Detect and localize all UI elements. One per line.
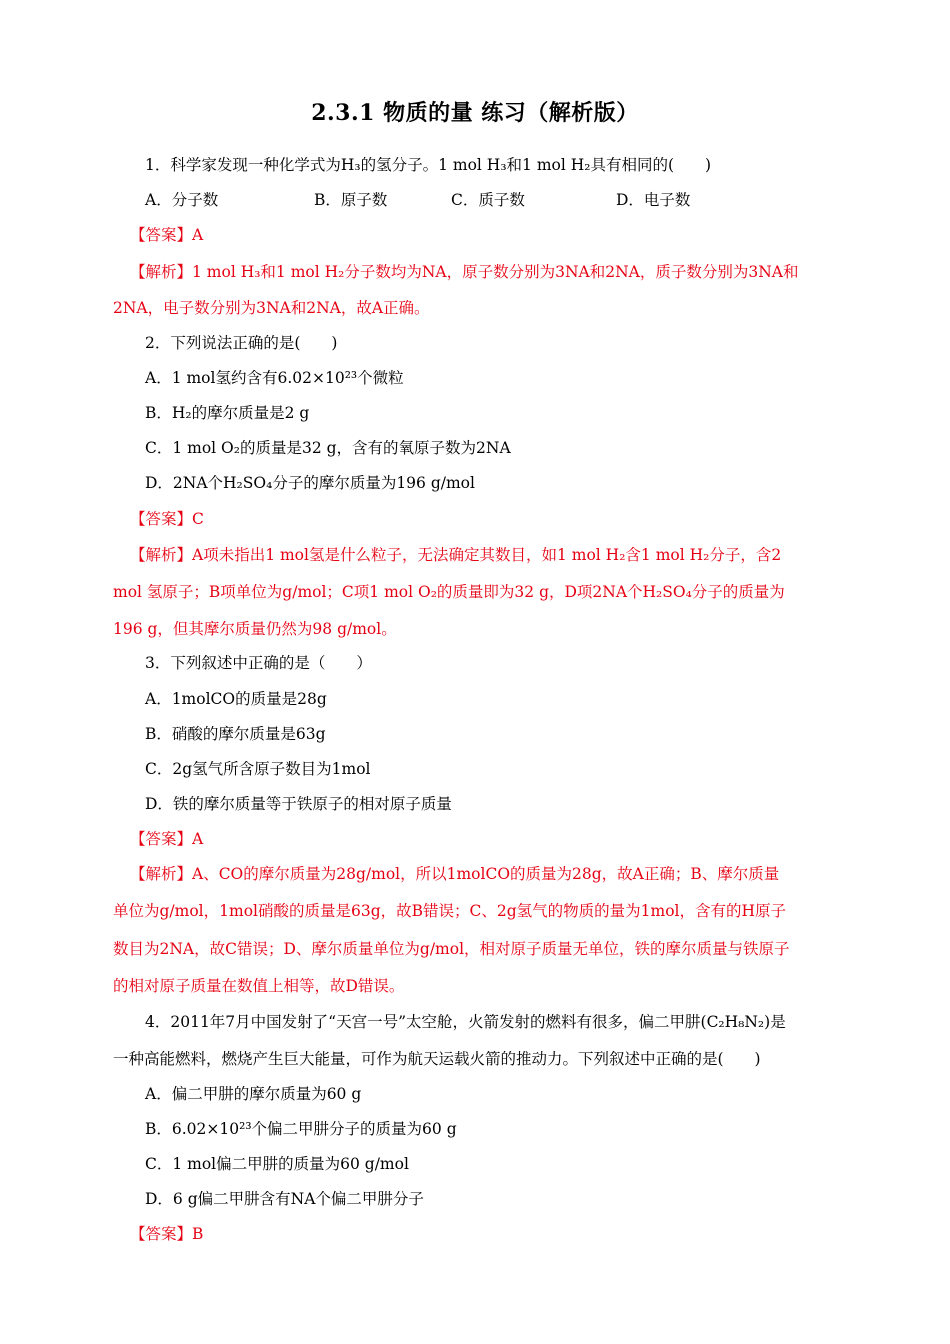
q4-stem: 4．2011年7月中国发射了“天宫一号”太空舱，火箭发射的燃料有很多，偏二甲肼(C₂H₈N₂)是	[145, 1013, 786, 1031]
q4-stem-cont: 一种高能燃料，燃烧产生巨大能量，可作为航天运载火箭的推动力。下列叙述中正确的是( )	[113, 1050, 761, 1068]
q1-analysis: 【解析】1 mol H₃和1 mol H₂分子数均为NA，原子数分别为3NA和2NA，质子数分别为3NA和	[130, 263, 799, 281]
q3-answer: 【答案】A	[130, 830, 204, 848]
q2-option-c: C．1 mol O₂的质量是32 g，含有的氧原子数为2NA	[145, 439, 511, 457]
q2-answer: 【答案】C	[130, 510, 204, 528]
q1-option-c: C．质子数	[451, 191, 525, 209]
q3-option-c: C．2g氢气所含原子数目为1mol	[145, 760, 371, 778]
q3-analysis-cont: 的相对原子质量在数值上相等，故D错误。	[113, 977, 405, 995]
q2-option-b: B．H₂的摩尔质量是2 g	[145, 404, 310, 422]
q3-option-d: D．铁的摩尔质量等于铁原子的相对原子质量	[145, 795, 452, 813]
q2-analysis-cont: 196 g，但其摩尔质量仍然为98 g/mol。	[113, 620, 397, 638]
q1-analysis-cont: 2NA，电子数分别为3NA和2NA，故A正确。	[113, 299, 430, 317]
q3-analysis-cont: 数目为2NA，故C错误；D、摩尔质量单位为g/mol，相对原子质量无单位，铁的摩尔质量与铁原子	[113, 940, 790, 958]
q3-stem: 3．下列叙述中正确的是（ ）	[145, 654, 372, 672]
q2-analysis-cont: mol 氢原子；B项单位为g/mol；C项1 mol O₂的质量即为32 g，D项2NA个H₂SO₄分子的质量为	[113, 583, 785, 601]
q1-stem: 1．科学家发现一种化学式为H₃的氢分子。1 mol H₃和1 mol H₂具有相同的( )	[145, 156, 712, 174]
q1-option-b: B．原子数	[314, 191, 388, 209]
q3-option-a: A．1molCO的质量是28g	[145, 690, 327, 708]
q1-answer: 【答案】A	[130, 226, 204, 244]
q4-option-b: B．6.02×10²³个偏二甲肼分子的质量为60 g	[145, 1120, 457, 1138]
q2-option-a: A．1 mol氢约含有6.02×10²³个微粒	[145, 369, 404, 387]
q2-stem: 2．下列说法正确的是( )	[145, 334, 338, 352]
q3-analysis-cont: 单位为g/mol，1mol硝酸的质量是63g，故B错误；C、2g氢气的物质的量为1mol，含有的H原子	[113, 902, 787, 920]
q1-option-a: A．分子数	[145, 191, 219, 209]
q1-option-d: D．电子数	[616, 191, 691, 209]
q3-analysis: 【解析】A、CO的摩尔质量为28g/mol，所以1molCO的质量为28g，故A正确；B、摩尔质量	[130, 865, 780, 883]
q2-option-d: D．2NA个H₂SO₄分子的摩尔质量为196 g/mol	[145, 474, 475, 492]
q4-option-d: D．6 g偏二甲肼含有NA个偏二甲肼分子	[145, 1190, 424, 1208]
q3-option-b: B．硝酸的摩尔质量是63g	[145, 725, 326, 743]
q4-answer: 【答案】B	[130, 1225, 204, 1243]
q2-analysis: 【解析】A项未指出1 mol氢是什么粒子，无法确定其数目，如1 mol H₂含1 mol H₂分子，含2	[130, 546, 782, 564]
q4-option-a: A．偏二甲肼的摩尔质量为60 g	[145, 1085, 362, 1103]
page-title: 2.3.1 物质的量 练习（解析版）	[311, 100, 639, 126]
q4-option-c: C．1 mol偏二甲肼的质量为60 g/mol	[145, 1155, 409, 1173]
